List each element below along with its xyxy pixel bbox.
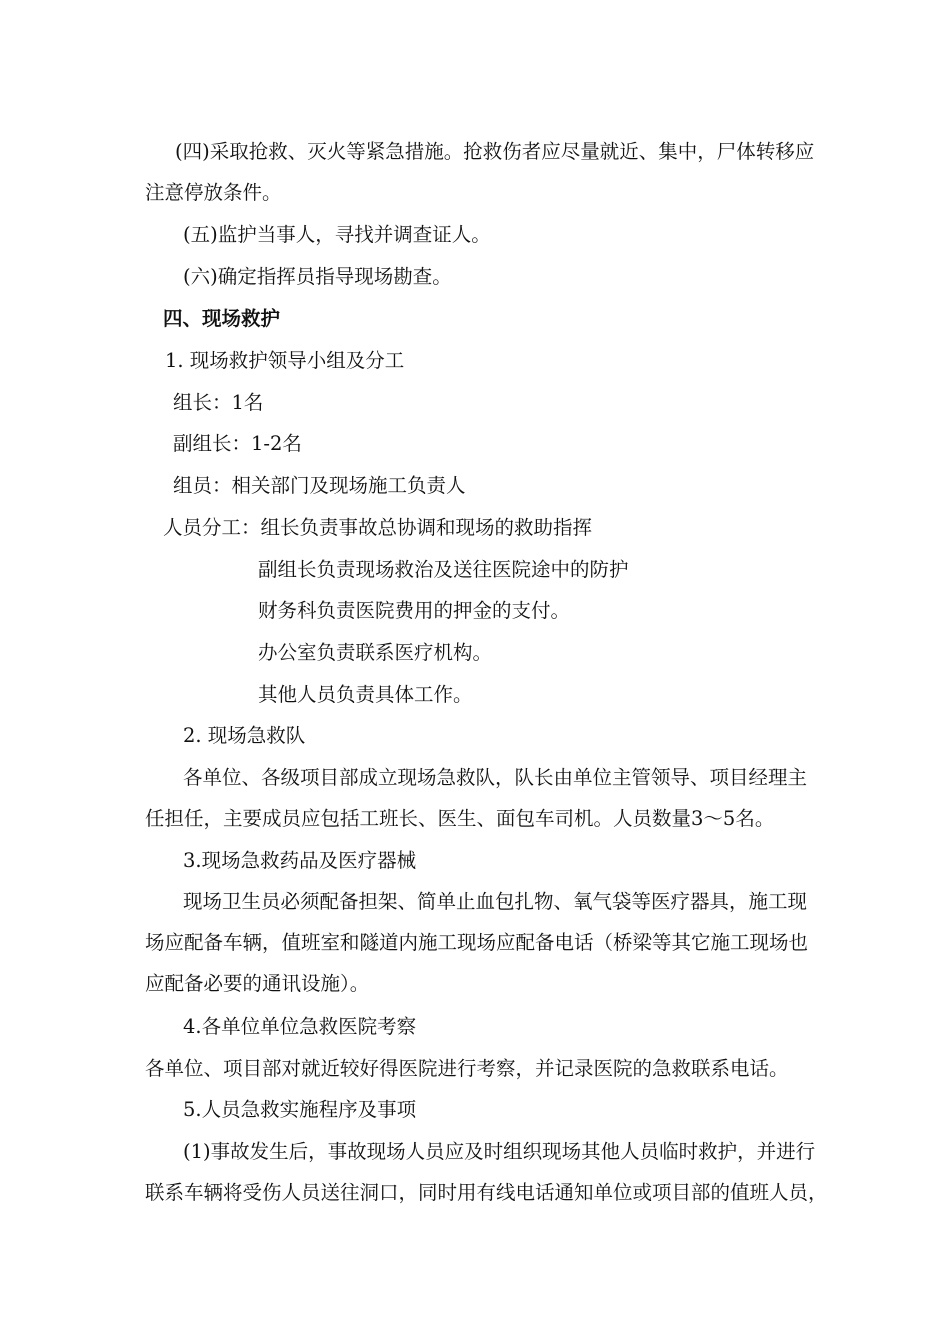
paragraph-line: (六)确定指挥员指导现场勘查。: [183, 265, 452, 288]
paragraph-line: 联系车辆将受伤人员送往洞口，同时用有线电话通知单位或项目部的值班人员，: [145, 1181, 828, 1204]
paragraph-line: 副组长：1-2名: [173, 432, 302, 455]
subsection-heading: 4.各单位单位急救医院考察: [183, 1015, 417, 1038]
paragraph-line: 人员分工：组长负责事故总协调和现场的救助指挥: [163, 516, 593, 539]
paragraph-line: 各单位、各级项目部成立现场急救队，队长由单位主管领导、项目经理主: [183, 766, 808, 789]
subsection-heading: 1. 现场救护领导小组及分工: [165, 349, 405, 372]
paragraph-line: (四)采取抢救、灭火等紧急措施。抢救伤者应尽量就近、集中，尸体转移应: [175, 140, 815, 163]
paragraph-line: 任担任，主要成员应包括工班长、医生、面包车司机。人员数量3～5名。: [145, 807, 775, 830]
section-heading: 四、现场救护: [163, 307, 281, 330]
paragraph-line: 场应配备车辆，值班室和隧道内施工现场应配备电话（桥梁等其它施工现场也: [145, 931, 809, 954]
paragraph-line: 应配备必要的通讯设施）。: [145, 972, 370, 995]
paragraph-line: 现场卫生员必须配备担架、简单止血包扎物、氧气袋等医疗器具，施工现: [183, 890, 808, 913]
paragraph-line: 注意停放条件。: [145, 181, 282, 204]
subsection-heading: 3.现场急救药品及医疗器械: [183, 849, 417, 872]
paragraph-line: 组长：1名: [173, 391, 264, 414]
paragraph-line: 组员：相关部门及现场施工负责人: [173, 474, 466, 497]
paragraph-line: 其他人员负责具体工作。: [258, 683, 473, 706]
paragraph-line: 办公室负责联系医疗机构。: [258, 641, 493, 664]
subsection-heading: 5.人员急救实施程序及事项: [183, 1098, 417, 1121]
paragraph-line: 副组长负责现场救治及送往医院途中的防护: [258, 558, 629, 581]
paragraph-line: 各单位、项目部对就近较好得医院进行考察，并记录医院的急救联系电话。: [145, 1057, 789, 1080]
paragraph-line: (1)事故发生后，事故现场人员应及时组织现场其他人员临时救护，并进行: [183, 1140, 816, 1163]
paragraph-line: (五)监护当事人，寻找并调查证人。: [183, 223, 491, 246]
paragraph-line: 财务科负责医院费用的押金的支付。: [258, 599, 571, 622]
subsection-heading: 2. 现场急救队: [183, 724, 306, 747]
